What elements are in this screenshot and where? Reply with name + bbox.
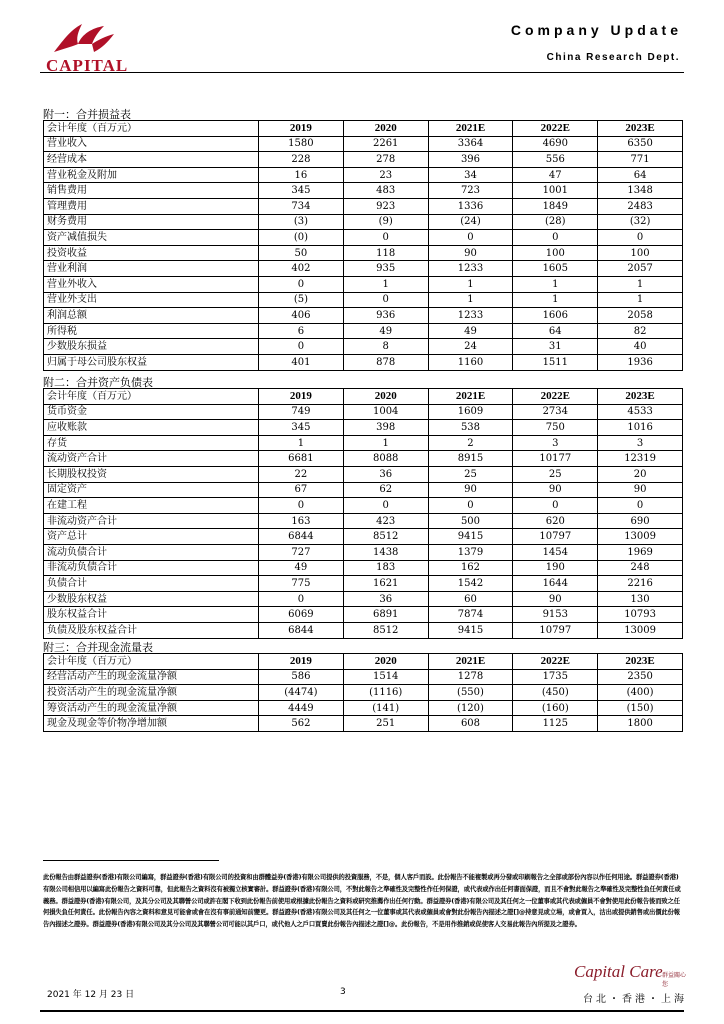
table-cell: 10797 [513,622,598,638]
report-date: 2021 年 12 月 23 日 [47,990,135,1000]
table-row [44,261,683,277]
table-cell: 1621 [343,576,428,592]
table-cell: 251 [343,716,428,732]
table-row [44,716,683,732]
column-header-year: 2020 [343,654,428,670]
table-cell: 0 [598,498,683,514]
table-cell: 6 [259,323,344,339]
table-cell: 0 [343,230,428,246]
table-cell: 90 [598,482,683,498]
table-row [44,152,683,168]
table-cell: 4690 [513,136,598,152]
column-header-year: 2019 [259,654,344,670]
table-cell: 100 [513,245,598,261]
table-cell: 183 [343,560,428,576]
row-label: 投资活动产生的现金流量净额 [44,685,259,701]
table-cell: 771 [598,152,683,168]
row-label: 归属于母公司股东权益 [44,354,259,370]
table-row [44,354,683,370]
table-cell: 1580 [259,136,344,152]
table-cell: 402 [259,261,344,277]
table-cell: 1735 [513,669,598,685]
table-cell: (24) [428,214,513,230]
table-cell: 0 [343,292,428,308]
balance-sheet-table [43,388,683,639]
table-cell: 2350 [598,669,683,685]
table-row [44,544,683,560]
table-cell: 163 [259,513,344,529]
column-header-label: 会计年度（百万元） [44,121,259,137]
office-cities: 台北・香港・上海 [583,994,687,1005]
row-label: 管理费用 [44,198,259,214]
table-row [44,435,683,451]
table-cell: 1379 [428,544,513,560]
table-cell: 1438 [343,544,428,560]
row-label: 资产减值损失 [44,230,259,246]
row-label: 货币资金 [44,404,259,420]
table-cell: 0 [428,230,513,246]
table-cell: 1511 [513,354,598,370]
table-cell: 2 [428,435,513,451]
table-cell: 40 [598,339,683,355]
column-header-year: 2019 [259,121,344,137]
table-row [44,591,683,607]
table-cell: 6681 [259,451,344,467]
row-label: 股东权益合计 [44,607,259,623]
table-cell: 50 [259,245,344,261]
table-cell: 162 [428,560,513,576]
table-cell: 0 [428,498,513,514]
table-cell: 67 [259,482,344,498]
row-label: 筹资活动产生的现金流量净额 [44,700,259,716]
brand-script: Capital Care [574,962,663,981]
column-header-year: 2022E [513,654,598,670]
table-row [44,323,683,339]
row-label: 利润总额 [44,308,259,324]
table-cell: 3 [598,435,683,451]
table-cell: 0 [598,230,683,246]
table-cell: 1514 [343,669,428,685]
table-cell: 500 [428,513,513,529]
table-cell: 6069 [259,607,344,623]
row-label: 少数股东权益 [44,591,259,607]
table-cell: 8512 [343,622,428,638]
table-header-row [44,121,683,137]
column-header-label: 会计年度（百万元） [44,389,259,405]
table-cell: 620 [513,513,598,529]
table-cell: 10793 [598,607,683,623]
table-row [44,308,683,324]
table-row [44,685,683,701]
table-cell: 1 [428,276,513,292]
table-cell: 483 [343,183,428,199]
row-label: 应收账款 [44,420,259,436]
table-cell: 878 [343,354,428,370]
column-header-year: 2021E [428,121,513,137]
table-cell: 723 [428,183,513,199]
row-label: 非流动负债合计 [44,560,259,576]
table-cell: 586 [259,669,344,685]
row-label: 营业外支出 [44,292,259,308]
table-cell: (120) [428,700,513,716]
table-cell: 1278 [428,669,513,685]
table-cell: 398 [343,420,428,436]
department-label: China Research Dept. [546,52,680,63]
table-cell: 1348 [598,183,683,199]
table-row [44,560,683,576]
table-cell: 1644 [513,576,598,592]
table-cell: 0 [259,498,344,514]
table-cell: 64 [513,323,598,339]
table-cell: 1 [598,276,683,292]
table-cell: 228 [259,152,344,168]
row-label: 投资收益 [44,245,259,261]
row-label: 经营成本 [44,152,259,168]
table-cell: 1800 [598,716,683,732]
table-cell: 1160 [428,354,513,370]
row-label: 非流动资产合计 [44,513,259,529]
table-cell: 0 [259,276,344,292]
table-cell: 49 [259,560,344,576]
table-cell: 1233 [428,308,513,324]
table-cell: 1125 [513,716,598,732]
column-header-year: 2022E [513,389,598,405]
table-row [44,292,683,308]
row-label: 在建工程 [44,498,259,514]
table-cell: 1605 [513,261,598,277]
table-cell: 2483 [598,198,683,214]
table-cell: 750 [513,420,598,436]
logo-text: CAPITAL [46,56,129,75]
capital-logo [40,22,140,74]
table-cell: 1936 [598,354,683,370]
table-cell: (400) [598,685,683,701]
table-cell: (9) [343,214,428,230]
table-cell: 100 [598,245,683,261]
table-cell: 118 [343,245,428,261]
table-cell: 13009 [598,622,683,638]
table-cell: 8 [343,339,428,355]
bird-logo-icon [52,22,116,58]
row-label: 少数股东损益 [44,339,259,355]
table-cell: 3 [513,435,598,451]
table-cell: 190 [513,560,598,576]
table-cell: 935 [343,261,428,277]
table-cell: 23 [343,167,428,183]
row-label: 负债合计 [44,576,259,592]
table-row [44,339,683,355]
header-divider [40,72,684,73]
table-row [44,466,683,482]
table-cell: 130 [598,591,683,607]
capital-care-brand [570,962,690,986]
column-header-label: 会计年度（百万元） [44,654,259,670]
row-label: 流动负债合计 [44,544,259,560]
table-row [44,404,683,420]
income-statement-title: 附一：合并损益表 [43,108,131,121]
table-cell: 49 [428,323,513,339]
income-statement-table [43,120,683,371]
table-cell: 6844 [259,529,344,545]
column-header-year: 2020 [343,121,428,137]
table-cell: 1 [259,435,344,451]
table-cell: (5) [259,292,344,308]
table-cell: 0 [343,498,428,514]
table-cell: 248 [598,560,683,576]
table-cell: (141) [343,700,428,716]
row-label: 经营活动产生的现金流量净额 [44,669,259,685]
row-label: 存货 [44,435,259,451]
table-cell: (450) [513,685,598,701]
table-row [44,669,683,685]
table-row [44,183,683,199]
row-label: 销售费用 [44,183,259,199]
table-cell: 1 [343,276,428,292]
table-cell: (1116) [343,685,428,701]
table-cell: 1 [428,292,513,308]
table-cell: 401 [259,354,344,370]
table-cell: 64 [598,167,683,183]
cash-flow-title: 附三：合并现金流量表 [43,641,153,654]
table-row [44,576,683,592]
table-cell: 9415 [428,622,513,638]
table-cell: 36 [343,466,428,482]
table-header-row [44,654,683,670]
table-cell: 3364 [428,136,513,152]
table-cell: 36 [343,591,428,607]
table-cell: 34 [428,167,513,183]
table-cell: 90 [428,245,513,261]
table-cell: 0 [513,498,598,514]
table-cell: 9153 [513,607,598,623]
column-header-year: 2021E [428,654,513,670]
table-cell: 278 [343,152,428,168]
table-cell: 423 [343,513,428,529]
table-cell: (28) [513,214,598,230]
table-cell: 1004 [343,404,428,420]
table-cell: 749 [259,404,344,420]
table-cell: 2058 [598,308,683,324]
table-cell: 556 [513,152,598,168]
table-cell: 1016 [598,420,683,436]
table-cell: (550) [428,685,513,701]
table-cell: 406 [259,308,344,324]
table-cell: 1454 [513,544,598,560]
table-cell: 82 [598,323,683,339]
table-header-row [44,389,683,405]
balance-sheet-title: 附二：合并资产负债表 [43,376,153,389]
row-label: 流动资产合计 [44,451,259,467]
row-label: 资产总计 [44,529,259,545]
table-cell: 1609 [428,404,513,420]
table-cell: 775 [259,576,344,592]
table-row [44,622,683,638]
table-row [44,498,683,514]
table-cell: 4533 [598,404,683,420]
table-row [44,482,683,498]
table-row [44,198,683,214]
table-cell: 7874 [428,607,513,623]
row-label: 负债及股东权益合计 [44,622,259,638]
table-cell: 6350 [598,136,683,152]
table-cell: 396 [428,152,513,168]
table-cell: 90 [428,482,513,498]
table-cell: 8915 [428,451,513,467]
table-cell: 1849 [513,198,598,214]
column-header-year: 2023E [598,389,683,405]
row-label: 固定资产 [44,482,259,498]
table-cell: 936 [343,308,428,324]
table-row [44,214,683,230]
table-cell: (3) [259,214,344,230]
table-cell: 31 [513,339,598,355]
table-cell: 538 [428,420,513,436]
table-cell: 1001 [513,183,598,199]
cash-flow-table [43,653,683,732]
row-label: 营业外收入 [44,276,259,292]
table-cell: 0 [259,339,344,355]
table-cell: 345 [259,420,344,436]
table-cell: 923 [343,198,428,214]
table-cell: (4474) [259,685,344,701]
table-cell: 90 [513,591,598,607]
table-cell: 1 [598,292,683,308]
table-cell: 60 [428,591,513,607]
table-cell: 13009 [598,529,683,545]
table-cell: 727 [259,544,344,560]
table-cell: 1 [343,435,428,451]
table-row [44,276,683,292]
table-cell: 1606 [513,308,598,324]
table-cell: (160) [513,700,598,716]
table-cell: 690 [598,513,683,529]
table-cell: 25 [428,466,513,482]
table-cell: 6891 [343,607,428,623]
table-cell: 2734 [513,404,598,420]
report-type-title: Company Update [510,22,682,38]
table-cell: 90 [513,482,598,498]
column-header-year: 2023E [598,654,683,670]
table-row [44,513,683,529]
column-header-year: 2021E [428,389,513,405]
table-cell: 20 [598,466,683,482]
table-cell: 608 [428,716,513,732]
table-cell: 22 [259,466,344,482]
table-row [44,420,683,436]
page-number: 3 [340,987,346,997]
row-label: 营业利润 [44,261,259,277]
table-cell: (150) [598,700,683,716]
table-cell: 1969 [598,544,683,560]
column-header-year: 2022E [513,121,598,137]
footer-divider [40,1010,684,1012]
footnote-divider [43,860,219,861]
table-cell: 24 [428,339,513,355]
table-cell: 2216 [598,576,683,592]
table-cell: 0 [513,230,598,246]
table-row [44,136,683,152]
table-cell: 1 [513,276,598,292]
column-header-year: 2023E [598,121,683,137]
table-cell: 4449 [259,700,344,716]
table-cell: 2057 [598,261,683,277]
disclaimer-text: 此份報告由群益證券(香港)有限公司編寫，群益證券(香港)有限公司的投資和由群體益券(香港)有限公司提供的投資服務，不是，個人客戶而設。此份報告不能複製或再分發或印刷報告之全部或部份內容以作任何用途。群益證券(香港)有限公司相信用以編寫此份報告之資料可靠，但此報告之資料沒有被獨立核實審計。群益證券(香港)有限公司，不對此報告之準確性及完整性作任何保證，或代表或作出任何書面保證，而且不會對此報告之準確性及完整性負任何責任或義務。群益證券(香港)有限公司，及其分公司及其聯營公司或許在閣下收到此份報告前使用或根據此份報告之資料或研究推薦作出任何行動。群益證券(香港)有限公司及其任何之一位董事或其代表或僱員不會對使用此份報告後而致之任何損失負任何責任。此份報告內容之資料和意見可能會或會在沒有事前通知前變更。群益證券(香港)有限公司及其任何之一位董事或其代表或僱員或會對此份報告內描述之證[]@持意見或立場，或會買入，沽出或提供銷售或出價此份報告內描述之證券。群益證券(香港)有限公司及其分公司及其聯營公司可能以其戶口，或代他人之戶口買賣此份報告內描述之證[]@。此份報告，不是用作推銷或促使客人交易此報告內所提及之證券。 [43,874,681,929]
row-label: 长期股权投资 [44,466,259,482]
table-row [44,245,683,261]
table-cell: 10177 [513,451,598,467]
table-cell: 49 [343,323,428,339]
table-cell: 25 [513,466,598,482]
table-cell: 10797 [513,529,598,545]
table-cell: 2261 [343,136,428,152]
table-cell: 62 [343,482,428,498]
table-cell: 1 [513,292,598,308]
table-cell: 9415 [428,529,513,545]
table-cell: (0) [259,230,344,246]
table-row [44,529,683,545]
column-header-year: 2020 [343,389,428,405]
row-label: 营业税金及附加 [44,167,259,183]
table-cell: 16 [259,167,344,183]
row-label: 财务费用 [44,214,259,230]
table-cell: 8088 [343,451,428,467]
table-cell: 47 [513,167,598,183]
table-row [44,607,683,623]
row-label: 所得税 [44,323,259,339]
table-cell: 6844 [259,622,344,638]
table-cell: 1233 [428,261,513,277]
table-row [44,167,683,183]
table-cell: 734 [259,198,344,214]
row-label: 现金及现金等价物净增加额 [44,716,259,732]
table-row [44,451,683,467]
table-cell: 1542 [428,576,513,592]
table-cell: (32) [598,214,683,230]
table-cell: 12319 [598,451,683,467]
row-label: 营业收入 [44,136,259,152]
column-header-year: 2019 [259,389,344,405]
table-cell: 345 [259,183,344,199]
brand-slogan: 群益關心您 [662,972,687,988]
table-cell: 8512 [343,529,428,545]
table-cell: 1336 [428,198,513,214]
table-row [44,230,683,246]
table-row [44,700,683,716]
table-cell: 562 [259,716,344,732]
table-cell: 0 [259,591,344,607]
